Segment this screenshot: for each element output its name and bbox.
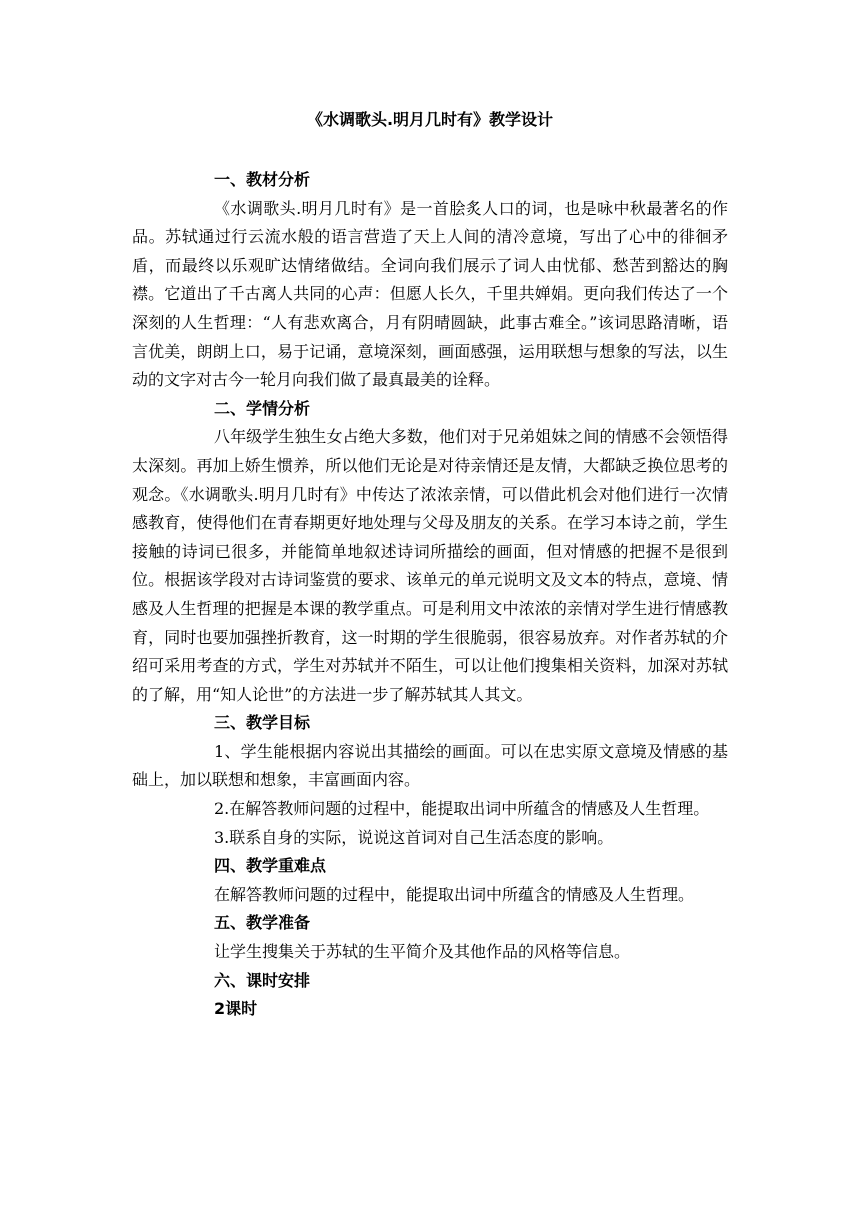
section-line: 2课时: [214, 999, 258, 1019]
section-paragraph: 《水调歌头.明月几时有》是一首脍炙人口的词，也是咏中秋最著名的作品。苏轼通过行云流水般的语言营造了天上人间的清冷意境，写出了心中的徘徊矛盾，而最终以乐观旷达情绪做结。全词向我们展示了词人由忧郁、愁苦到豁达的胸襟。它道出了千古离人共同的心声：但愿人长久，千里共婵娟。更向我们传达了一个深刻的人生哲理：“人有悲欢离合，月有阴晴圆缺，此事古难全。”该词思路清晰，语言优美，朗朗上口，易于记诵，意境深刻，画面感强，运用联想与想象的写法，以生动的文字对古今一轮月向我们做了最真最美的诠释。: [132, 198, 728, 390]
section-heading: 六、课时安排: [214, 970, 311, 990]
section-schedule: [132, 967, 728, 1024]
section-heading: 一、教材分析: [214, 170, 311, 189]
section-textbook-analysis: [132, 166, 728, 395]
section-line: 在解答教师问题的过程中，能提取出词中所蕴含的情感及人生哲理。: [214, 884, 695, 904]
section-paragraph: 八年级学生独生女占绝大多数，他们对于兄弟姐妹之间的情感不会领悟得太深刻。再加上娇生惯养，所以他们无论是对待亲情还是友情，大都缺乏换位思考的观念。《水调歌头.明月几时有》中传达了浓浓亲情，可以借此机会对他们进行一次情感教育，使得他们在青春期更好地处理与父母及朋友的关系。在学习本诗之前，学生接触的诗词已很多，并能简单地叙述诗词所描绘的画面，但对情感的把握不是很到位。根据该学段对古诗词鉴赏的要求、该单元的单元说明文及文本的特点，意境、情感及人生哲理的把握是本课的教学重点。可是利用文中浓浓的亲情对学生进行情感教育，同时也要加强挫折教育，这一时期的学生很脆弱，很容易放弃。对作者苏轼的介绍可采用考查的方式，学生对苏轼并不陌生，可以让他们搜集相关资料，加深对苏轼的了解，用“知人论世”的方法进一步了解苏轼其人其文。: [132, 427, 728, 704]
goal-item: 1、学生能根据内容说出其描绘的画面。可以在忠实原文意境及情感的基础上，加以联想和想象，丰富画面内容。: [132, 741, 728, 790]
section-preparation: [132, 909, 728, 966]
section-heading: 五、教学准备: [214, 913, 311, 933]
section-heading: 二、学情分析: [214, 398, 311, 418]
goal-item: 2.在解答教师问题的过程中，能提取出词中所蕴含的情感及人生哲理。: [214, 799, 710, 819]
document-title: 《水调歌头.明月几时有》教学设计: [306, 110, 554, 129]
document-body: [132, 166, 728, 1024]
section-key-difficulties: [132, 852, 728, 909]
goal-item: 3.联系自身的实际，说说这首词对自己生活态度的影响。: [214, 827, 614, 847]
section-heading: 四、教学重难点: [214, 856, 327, 876]
section-line: 让学生搜集关于苏轼的生平简介及其他作品的风格等信息。: [214, 942, 631, 962]
section-heading: 三、教学目标: [214, 713, 311, 733]
section-teaching-goals: [132, 709, 728, 852]
section-student-analysis: [132, 395, 728, 710]
